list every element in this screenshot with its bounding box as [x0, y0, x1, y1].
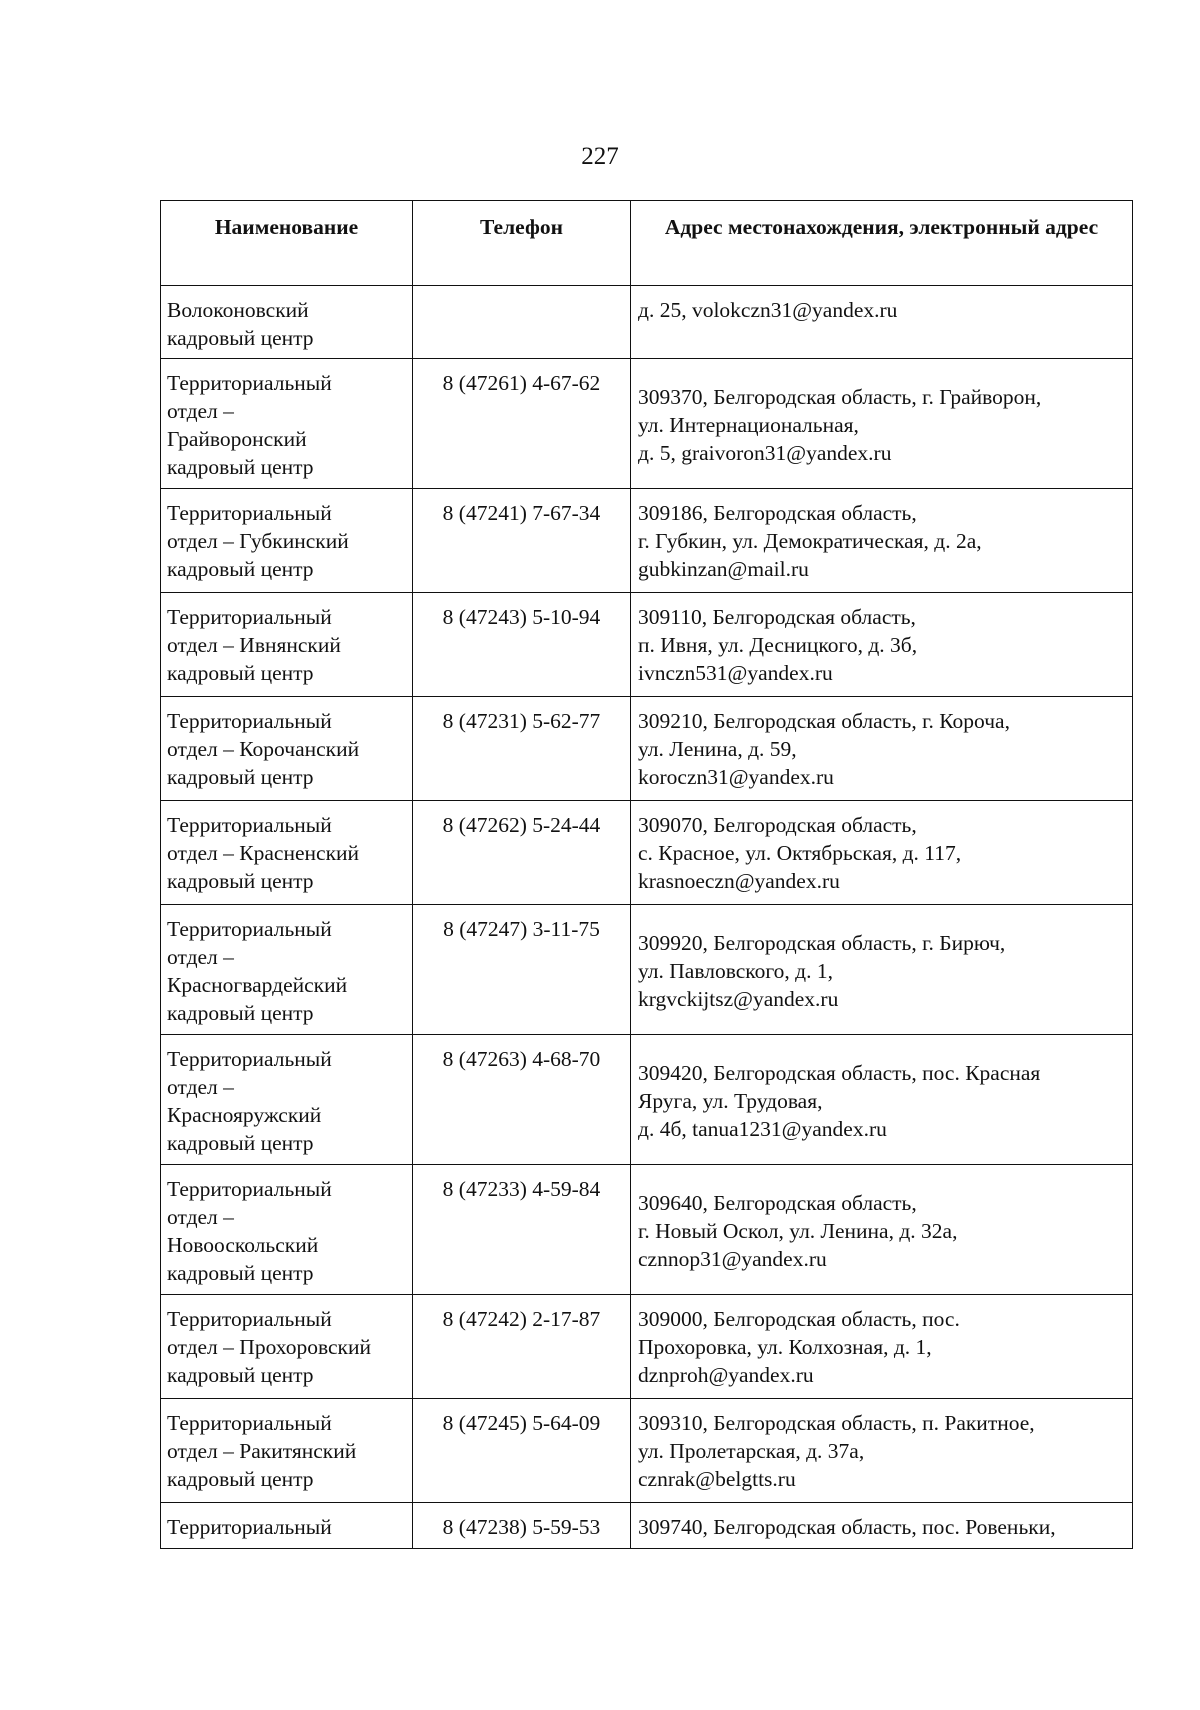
address-line: krasnoeczn@yandex.ru — [638, 869, 840, 893]
cell-phone — [413, 801, 631, 905]
table-body — [161, 286, 1133, 1549]
address-line: dznproh@yandex.ru — [638, 1363, 814, 1387]
table-row — [161, 905, 1133, 1035]
phone-number: 8 (47247) 3-11-75 — [443, 917, 600, 941]
name-line: отдел – Ракитянский — [167, 1439, 357, 1463]
name-line: отдел – Красненский — [167, 841, 360, 865]
table-row — [161, 1035, 1133, 1165]
name-line: Новооскольский — [167, 1233, 319, 1257]
name-line: Территориальный — [167, 371, 332, 395]
name-line: кадровый центр — [167, 1467, 314, 1491]
address-line: 309110, Белгородская область, — [638, 605, 916, 629]
name-line: Территориальный — [167, 917, 332, 941]
name-line: кадровый центр — [167, 869, 314, 893]
cell-phone — [413, 1035, 631, 1165]
cell-phone — [413, 489, 631, 593]
name-line: Территориальный — [167, 813, 332, 837]
table-row — [161, 1503, 1133, 1549]
cell-address — [631, 489, 1133, 593]
address-line: 309740, Белгородская область, пос. Ровеньки, — [638, 1515, 1056, 1539]
table-row — [161, 801, 1133, 905]
name-line: отдел – Корочанский — [167, 737, 360, 761]
name-line: отдел – — [167, 1075, 234, 1099]
cell-phone — [413, 1295, 631, 1399]
phone-number: 8 (47241) 7-67-34 — [442, 501, 601, 525]
name-line: Волоконовский — [167, 298, 309, 322]
address-line: д. 5, graivoron31@yandex.ru — [638, 441, 892, 465]
cell-name — [161, 1035, 413, 1165]
address-line: д. 4б, tanua1231@yandex.ru — [638, 1117, 887, 1141]
cell-address — [631, 286, 1133, 359]
address-line: с. Красное, ул. Октябрьская, д. 117, — [638, 841, 962, 865]
cell-name — [161, 801, 413, 905]
name-line: отдел – — [167, 1205, 234, 1229]
address-line: 309000, Белгородская область, пос. — [638, 1307, 960, 1331]
address-line: ivnczn531@yandex.ru — [638, 661, 833, 685]
cell-phone — [413, 286, 631, 359]
name-line: отдел – Губкинский — [167, 529, 349, 553]
cell-name — [161, 1165, 413, 1295]
table-row — [161, 1165, 1133, 1295]
address-line: Яруга, ул. Трудовая, — [638, 1089, 823, 1113]
cell-phone — [413, 359, 631, 489]
name-line: Территориальный — [167, 1411, 332, 1435]
address-line: Прохоровка, ул. Колхозная, д. 1, — [638, 1335, 932, 1359]
table-row — [161, 286, 1133, 359]
cell-name — [161, 1503, 413, 1549]
address-line: krgvckijtsz@yandex.ru — [638, 987, 839, 1011]
name-line: Территориальный — [167, 605, 332, 629]
cell-address — [631, 593, 1133, 697]
address-line: 309070, Белгородская область, — [638, 813, 917, 837]
address-line: 309920, Белгородская область, г. Бирюч, — [638, 931, 1006, 955]
cell-phone — [413, 1165, 631, 1295]
phone-number: 8 (47263) 4-68-70 — [442, 1047, 601, 1071]
header-address: Адрес местонахождения, электронный адрес — [631, 201, 1133, 286]
address-line: 309310, Белгородская область, п. Ракитное, — [638, 1411, 1035, 1435]
name-line: кадровый центр — [167, 455, 314, 479]
address-line: cznnop31@yandex.ru — [638, 1247, 827, 1271]
cell-address — [631, 359, 1133, 489]
page-number: 227 — [581, 143, 619, 170]
name-line: отдел – — [167, 399, 234, 423]
cell-name — [161, 489, 413, 593]
phone-number: 8 (47261) 4-67-62 — [442, 371, 601, 395]
header-phone: Телефон — [413, 201, 631, 286]
name-line: Территориальный — [167, 1047, 332, 1071]
header-name: Наименование — [161, 201, 413, 286]
cell-name — [161, 286, 413, 359]
cell-address — [631, 905, 1133, 1035]
name-line: кадровый центр — [167, 765, 314, 789]
cell-name — [161, 697, 413, 801]
name-line: Территориальный — [167, 1307, 332, 1331]
name-line: Территориальный — [167, 709, 332, 733]
cell-phone — [413, 905, 631, 1035]
address-line: ул. Интернациональная, — [638, 413, 859, 437]
address-line: г. Новый Оскол, ул. Ленина, д. 32а, — [638, 1219, 958, 1243]
address-line: ул. Павловского, д. 1, — [638, 959, 833, 983]
address-line: 309420, Белгородская область, пос. Красная — [638, 1061, 1041, 1085]
cell-phone — [413, 697, 631, 801]
address-line: cznrak@belgtts.ru — [638, 1467, 796, 1491]
phone-number: 8 (47245) 5-64-09 — [442, 1411, 601, 1435]
table-row — [161, 697, 1133, 801]
address-line: gubkinzan@mail.ru — [638, 557, 809, 581]
cell-address — [631, 801, 1133, 905]
name-line: кадровый центр — [167, 661, 314, 685]
table-header-row — [161, 201, 1133, 286]
table-row — [161, 359, 1133, 489]
cell-phone — [413, 1399, 631, 1503]
name-line: отдел – Ивнянский — [167, 633, 341, 657]
cell-phone — [413, 1503, 631, 1549]
address-line: ул. Пролетарская, д. 37а, — [638, 1439, 865, 1463]
address-line: 309186, Белгородская область, — [638, 501, 917, 525]
contacts-table — [160, 200, 1133, 1549]
address-line: п. Ивня, ул. Десницкого, д. 3б, — [638, 633, 918, 657]
table-row — [161, 489, 1133, 593]
cell-name — [161, 359, 413, 489]
address-line: д. 25, volokczn31@yandex.ru — [638, 298, 898, 322]
address-line: koroczn31@yandex.ru — [638, 765, 834, 789]
name-line: отдел – Прохоровский — [167, 1335, 371, 1359]
address-line: 309370, Белгородская область, г. Грайворон, — [638, 385, 1042, 409]
name-line: Краснояружский — [167, 1103, 322, 1127]
name-line: кадровый центр — [167, 1261, 314, 1285]
name-line: кадровый центр — [167, 326, 314, 350]
cell-address — [631, 1399, 1133, 1503]
cell-address — [631, 1165, 1133, 1295]
phone-number: 8 (47238) 5-59-53 — [442, 1515, 601, 1539]
name-line: Территориальный — [167, 501, 332, 525]
name-line: кадровый центр — [167, 1363, 314, 1387]
cell-name — [161, 1399, 413, 1503]
cell-address — [631, 1035, 1133, 1165]
phone-number: 8 (47262) 5-24-44 — [442, 813, 601, 837]
address-line: 309640, Белгородская область, — [638, 1191, 917, 1215]
cell-phone — [413, 593, 631, 697]
phone-number: 8 (47243) 5-10-94 — [442, 605, 601, 629]
cell-name — [161, 905, 413, 1035]
address-line: 309210, Белгородская область, г. Короча, — [638, 709, 1010, 733]
phone-number: 8 (47233) 4-59-84 — [442, 1177, 601, 1201]
cell-name — [161, 1295, 413, 1399]
table-row — [161, 1399, 1133, 1503]
name-line: кадровый центр — [167, 1001, 314, 1025]
phone-number: 8 (47231) 5-62-77 — [442, 709, 601, 733]
name-line: Грайворонский — [167, 427, 307, 451]
name-line: кадровый центр — [167, 557, 314, 581]
table-row — [161, 1295, 1133, 1399]
cell-address — [631, 1295, 1133, 1399]
table-row — [161, 593, 1133, 697]
name-line: кадровый центр — [167, 1131, 314, 1155]
phone-number: 8 (47242) 2-17-87 — [442, 1307, 601, 1331]
cell-name — [161, 593, 413, 697]
cell-address — [631, 1503, 1133, 1549]
name-line: отдел – — [167, 945, 234, 969]
cell-address — [631, 697, 1133, 801]
name-line: Территориальный — [167, 1177, 332, 1201]
address-line: ул. Ленина, д. 59, — [638, 737, 797, 761]
name-line: Территориальный — [167, 1515, 332, 1539]
address-line: г. Губкин, ул. Демократическая, д. 2а, — [638, 529, 982, 553]
name-line: Красногвардейский — [167, 973, 348, 997]
